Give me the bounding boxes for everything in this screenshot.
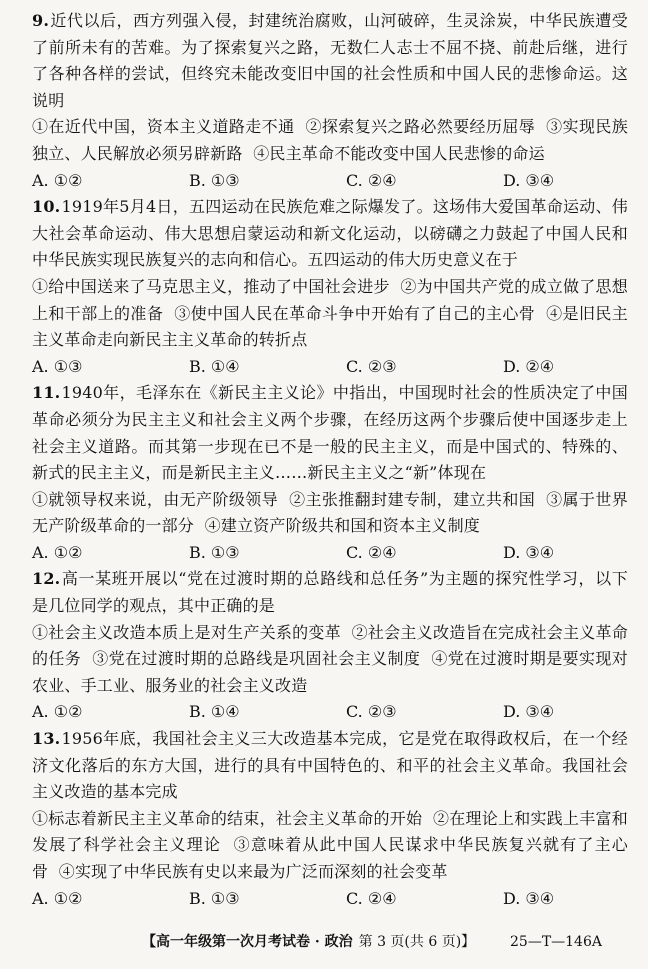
option-b[interactable]: B. ①④ <box>189 702 240 722</box>
question-text: 近代以后，西方列强入侵，封建统治腐败，山河破碎，生灵涂炭，中华民族遭受了前所未有的苦难。为了探索复兴之路，无数仁人志士不屈不挠、前赴后继，进行了各种各样的尝试，但终究未能改变旧中国的社会性质和中国人民的悲惨命运。这说明 <box>32 11 628 110</box>
question-stem <box>32 380 628 486</box>
answer-options <box>32 540 628 567</box>
page-footer <box>0 930 648 954</box>
option-c[interactable]: C. ②③ <box>346 356 397 376</box>
option-b[interactable]: B. ①③ <box>189 888 240 908</box>
statement: ③使中国人民在革命斗争中开始有了自己的主心骨 <box>174 303 536 323</box>
footer-title-group <box>142 930 475 954</box>
statement: ④民主革命不能改变中国人民悲惨的命运 <box>253 143 545 163</box>
footer-exam-code: 25—T—146A <box>510 934 602 950</box>
statement: ④是旧民主主义革命走向新民主主义革命的转折点 <box>32 303 628 350</box>
question-number: 11. <box>32 383 61 403</box>
question-9 <box>32 8 628 194</box>
statement: ④党在过渡时期是要实现对农业、手工业、服务业的社会主义改造 <box>32 649 628 695</box>
question-stem <box>32 8 628 114</box>
option-b[interactable]: B. ①③ <box>189 170 240 190</box>
question-text: 1940年，毛泽东在《新民主主义论》中指出，中国现时社会的性质决定了中国革命必须分为民主主义和社会主义两个步骤，在经历这两个步骤后使中国逐步走上社会主义道路。而其第一步现在已不是一般的民主主义，而是中国式的、特殊的、新式的民主主义，而是新民主主义……新民主主义之“新”体现在 <box>32 383 628 483</box>
question-stem <box>32 566 628 619</box>
answer-options <box>32 168 628 195</box>
question-text: 1919年5月4日，五四运动在民族危难之际爆发了。这场伟大爱国革命运动、伟大社会革命运动、伟大思想启蒙运动和新文化运动，以磅礴之力鼓起了中国人民和中华民族实现民族复兴的志向和信心。五四运动的伟大历史意义在于 <box>32 197 628 270</box>
question-11 <box>32 380 628 566</box>
option-a[interactable]: A. ①② <box>32 542 83 562</box>
statement-list <box>32 114 628 167</box>
statement: ④实现了中华民族有史以来最为广泛而深刻的社会变革 <box>58 862 448 881</box>
question-13 <box>32 726 628 912</box>
statement: ②在理论上和实践上丰富和发展了科学社会主义理论 <box>32 808 628 855</box>
option-a[interactable]: A. ①② <box>32 702 83 722</box>
option-d[interactable]: D. ②④ <box>503 356 555 376</box>
option-c[interactable]: C. ②③ <box>346 702 397 722</box>
statement: ①社会主义改造本质上是对生产关系的变革 <box>32 622 341 642</box>
footer-page-number: 第 3 页(共 6 页)】 <box>358 934 476 950</box>
option-b[interactable]: B. ①③ <box>189 542 240 562</box>
option-d[interactable]: D. ③④ <box>503 542 555 562</box>
statement: ③属于世界无产阶级革命的一部分 <box>32 489 628 536</box>
option-a[interactable]: A. ①③ <box>32 356 83 376</box>
statement-list <box>32 806 628 886</box>
question-number: 9. <box>32 11 50 30</box>
question-text: 1956年底，我国社会主义三大改造基本完成，它是党在取得政权后，在一个经济文化落后的东方大国，进行的具有中国特色的、和平的社会主义革命。我国社会主义改造的基本完成 <box>32 729 628 802</box>
question-10 <box>32 194 628 380</box>
option-d[interactable]: D. ③④ <box>503 702 555 722</box>
statement-list <box>32 274 628 354</box>
statement: ①给中国送来了马克思主义，推动了中国社会进步 <box>32 276 390 296</box>
question-12 <box>32 566 628 726</box>
statement: ②社会主义改造旨在完成社会主义革命的任务 <box>32 622 628 669</box>
answer-options <box>32 699 628 726</box>
option-b[interactable]: B. ①④ <box>189 356 240 376</box>
statement: ③意味着从此中国人民谋求中华民族复兴就有了主心骨 <box>32 835 628 881</box>
statement: ③党在过渡时期的总路线是巩固社会主义制度 <box>92 649 421 669</box>
statement: ①就领导权来说，由无产阶级领导 <box>32 489 279 509</box>
statement: ④建立资产阶级共和国和资本主义制度 <box>204 516 480 536</box>
question-number: 10. <box>32 197 61 217</box>
statement-list <box>32 487 628 540</box>
option-c[interactable]: C. ②④ <box>346 888 397 908</box>
statement: ②探索复兴之路必然要经历屈辱 <box>305 117 536 137</box>
statement: ②为中国共产党的成立做了思想上和干部上的准备 <box>32 276 628 323</box>
statement: ②主张推翻封建专制，建立共和国 <box>289 489 536 509</box>
question-stem <box>32 194 628 274</box>
question-number: 12. <box>32 569 61 589</box>
question-stem <box>32 726 628 806</box>
option-c[interactable]: C. ②④ <box>346 542 397 562</box>
option-c[interactable]: C. ②④ <box>346 170 397 190</box>
option-a[interactable]: A. ①② <box>32 170 83 190</box>
question-text: 高一某班开展以“党在过渡时期的总路线和总任务”为主题的探究性学习，以下是几位同学的观点，其中正确的是 <box>32 569 628 616</box>
statement: ①标志着新民主主义革命的结束，社会主义革命的开始 <box>32 808 423 828</box>
statement: ①在近代中国，资本主义道路走不通 <box>32 117 295 137</box>
statement: ③实现民族独立、人民解放必须另辟新路 <box>32 117 628 163</box>
answer-options <box>32 886 628 913</box>
option-d[interactable]: D. ③④ <box>503 170 555 190</box>
statement-list <box>32 620 628 700</box>
question-number: 13. <box>32 729 61 749</box>
option-d[interactable]: D. ③④ <box>503 888 555 908</box>
answer-options <box>32 354 628 381</box>
option-a[interactable]: A. ①② <box>32 888 83 908</box>
footer-title: 【高一年级第一次月考试卷 · 政治 <box>142 934 353 950</box>
